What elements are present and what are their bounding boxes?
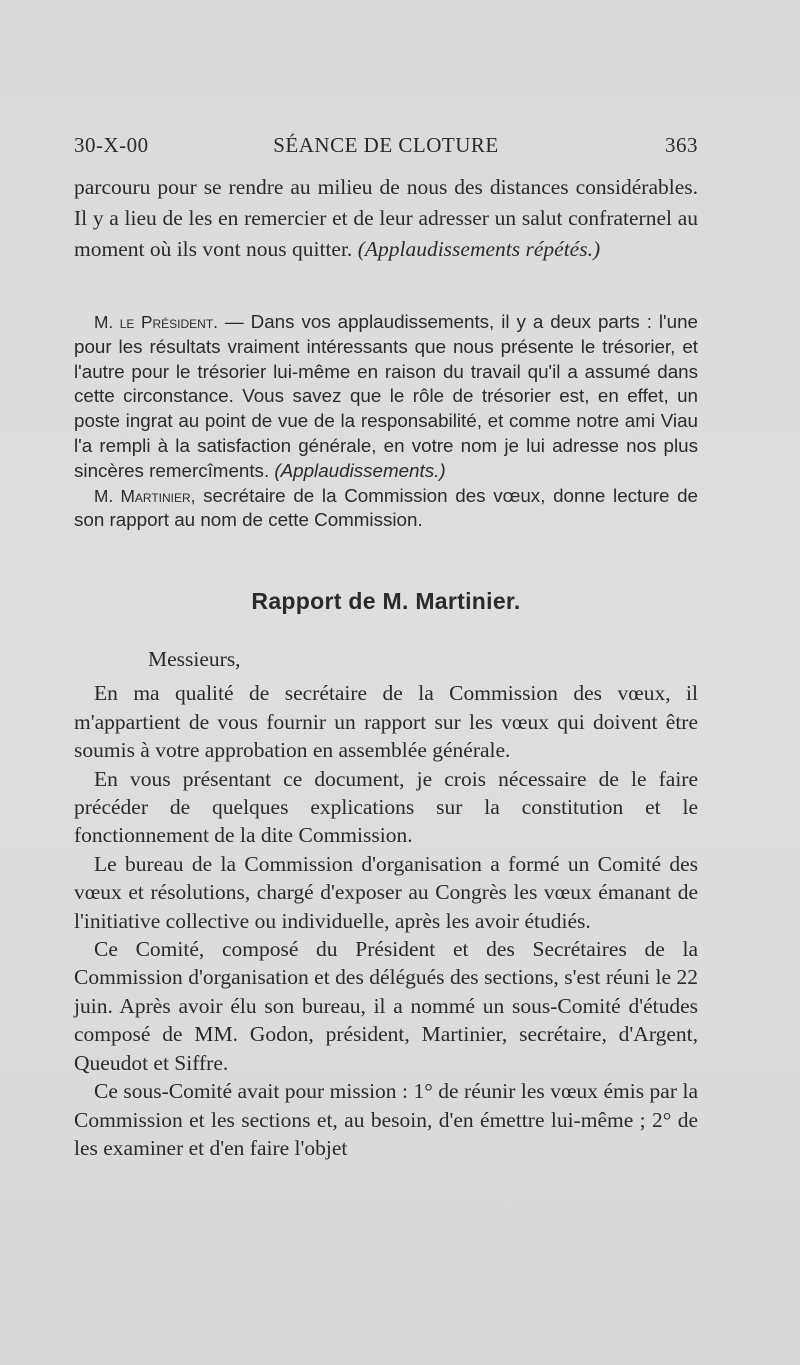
opening-paragraph (74, 172, 698, 264)
speech-text: secrétaire de la Commission des vœux, donne lecture de son rapport au nom de cette Commission. (74, 484, 699, 531)
running-header (74, 133, 698, 163)
applause-note: (Applaudissements.) (274, 459, 446, 481)
report-body (74, 645, 698, 1162)
applause-note: (Applaudissements répétés.) (357, 236, 601, 261)
session-date: 30-X-00 (74, 133, 149, 157)
paragraph-text: parcouru pour se rendre au milieu de nous des distances considérables. Il y a lieu de les en remercier et de leur adresser un salut confraternel au moment où ils vont nous quitter. (74, 175, 698, 261)
salutation: Messieurs, (148, 647, 241, 671)
speaker-name: M. le Président. (94, 312, 218, 332)
speaker-name: M. Martinier, (94, 485, 196, 506)
speech-text: — Dans vos applaudissements, il y a deux parts : l'une pour les résultats vraiment intéressants que nous présente le trésorier, et l'autre pour le trésorier lui-même en raison du travail qu'il a assumé dans cette circonstance. Vous savez que le rôle de trésorier est, en effet, un poste ingrat au point de vue de la responsabilité, et comme notre ami Viau l'a rempli à la satisfaction générale, en votre nom je lui adresse nos plus sincères remercîments. (74, 311, 698, 481)
chapter-title: SÉANCE DE CLOTURE (273, 133, 499, 157)
section-heading: Rapport de M. Martinier. (251, 588, 521, 614)
report-paragraph: En ma qualité de secrétaire de la Commission des vœux, il m'appartient de vous fournir un rapport sur les vœux qui doivent être soumis à votre approbation en assemblée générale. (74, 681, 698, 763)
report-paragraph: Ce Comité, composé du Président et des Secrétaires de la Commission d'organisation et des délégués des sections, s'est réuni le 22 juin. Après avoir élu son bureau, il a nommé un sous-Comité d'études composé de MM. Godon, président, Martinier, secrétaire, d'Argent, Queudot et Siffre. (74, 937, 698, 1075)
report-paragraph: Ce sous-Comité avait pour mission : 1° de réunir les vœux émis par la Commission et les sections et, au besoin, d'en émettre lui-même ; 2° de les examiner et d'en faire l'objet (74, 1079, 698, 1160)
page-number: 363 (665, 133, 698, 157)
martinier-paragraph (74, 484, 698, 534)
report-paragraph: Le bureau de la Commission d'organisation a formé un Comité des vœux et résolutions, chargé d'exposer au Congrès les vœux émanant de l'initiative collective ou individuelle, après les avoir étudiés. (74, 851, 698, 933)
president-paragraph (74, 310, 698, 484)
report-paragraph: En vous présentant ce document, je crois nécessaire de le faire précéder de quelques explications sur la constitution et le fonctionnement de la dite Commission. (74, 766, 698, 848)
discussion-block (74, 310, 698, 533)
